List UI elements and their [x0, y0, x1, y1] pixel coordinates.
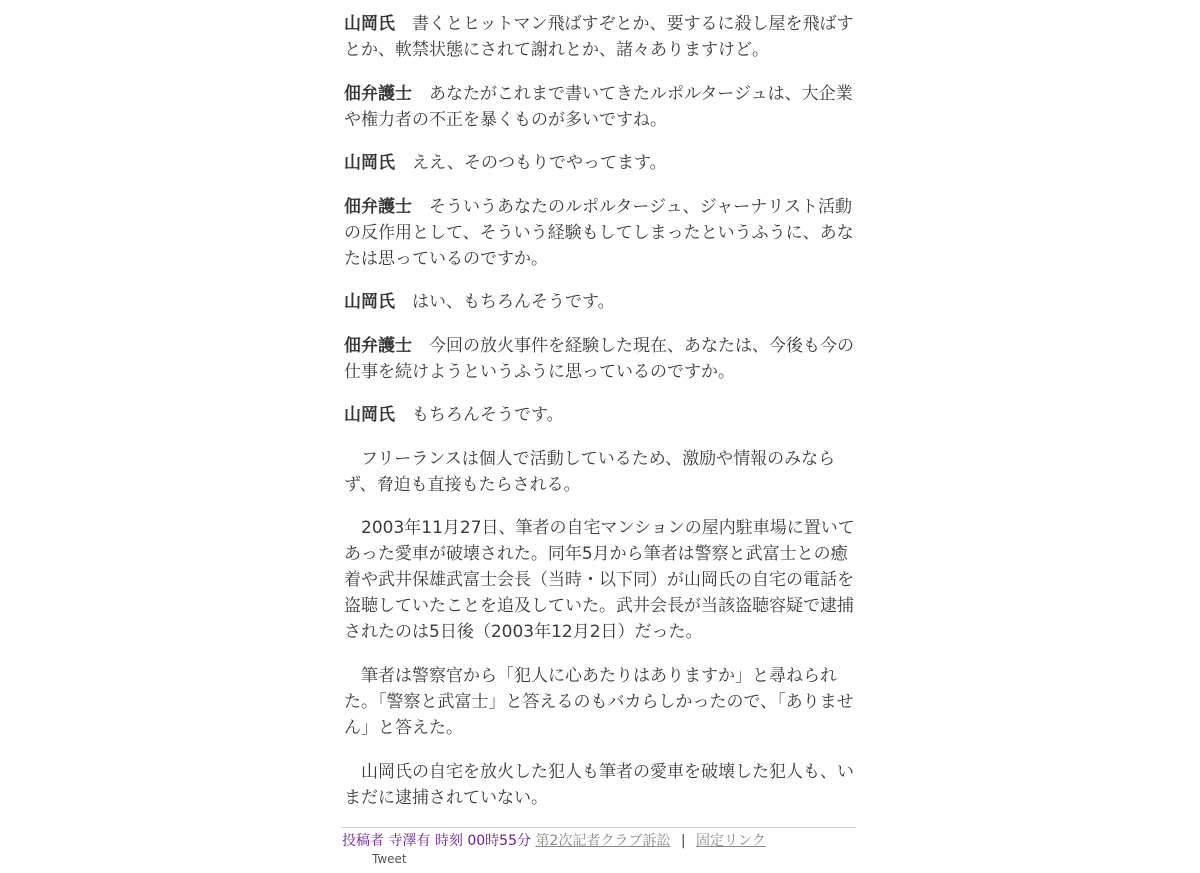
dialogue-paragraph: [344, 333, 856, 385]
narrative-paragraph: 筆者は警察官から「犯人に心あたりはありますか」と尋ねられた。「警察と武富士」と答えるのもバカらしかったので、「ありません」と答えた。: [344, 666, 854, 738]
speaker-name: 佃弁護士: [344, 197, 412, 217]
narrative-paragraph: フリーランスは個人で活動しているため、激励や情報のみならず、脅迫も直接もたらされる。: [344, 449, 836, 495]
dialogue-text: そういうあなたのルポルタージュ、ジャーナリスト活動の反作用として、そういう経験もしてしまったというふうに、あなたは思っているのですか。: [344, 197, 854, 269]
dialogue-text: あなたがこれまで書いてきたルポルタージュは、大企業や権力者の不正を暴くものが多いですね。: [344, 84, 853, 130]
narrative-paragraph: 山岡氏の自宅を放火した犯人も筆者の愛車を破壊した犯人も、いまだに逮捕されていない。: [344, 762, 854, 808]
permalink-link[interactable]: 固定リンク: [695, 833, 766, 849]
dialogue-paragraph: [344, 81, 856, 133]
tweet-button[interactable]: Tweet: [372, 852, 407, 866]
speaker-name: 佃弁護士: [344, 84, 412, 104]
dialogue-text: ええ、そのつもりでやってます。: [412, 153, 667, 173]
speaker-name: 山岡氏: [344, 405, 395, 425]
dialogue-text: もちろんそうです。: [412, 405, 564, 425]
speaker-name: 山岡氏: [344, 14, 395, 34]
dialogue-paragraph: [344, 289, 856, 315]
speaker-name: 山岡氏: [344, 153, 395, 173]
post-meta: 投稿者 寺澤有 時刻 00時55分: [342, 833, 531, 849]
dialogue-paragraph: [344, 11, 856, 63]
category-link[interactable]: 第2次記者クラブ訴訟: [535, 833, 671, 849]
dialogue-paragraph: [344, 402, 856, 428]
dialogue-text: 書くとヒットマン飛ばすぞとか、要するに殺し屋を飛ばすとか、軟禁状態にされて謝れとか、諸々ありますけど。: [344, 14, 854, 60]
dialogue-text: はい、もちろんそうです。: [412, 292, 615, 312]
dialogue-paragraph: [344, 194, 856, 272]
footer-separator: |: [680, 833, 686, 849]
speaker-name: 山岡氏: [344, 292, 395, 312]
narrative-paragraph: 2003年11月27日、筆者の自宅マンションの屋内駐車場に置いてあった愛車が破壊された。同年5月から筆者は警察と武富士との癒着や武井保雄武富士会長（当時・以下同）が山岡氏の自宅の電話を盗聴していたことを追及していた。武井会長が当該盗聴容疑で逮捕されたのは5日後（2003年12月2日）だった。: [344, 518, 855, 642]
post-footer: [342, 827, 856, 851]
speaker-name: 佃弁護士: [344, 336, 412, 356]
dialogue-paragraph: [344, 150, 856, 176]
dialogue-text: 今回の放火事件を経験した現在、あなたは、今後も今の仕事を続けようというふうに思っているのですか。: [344, 336, 854, 382]
